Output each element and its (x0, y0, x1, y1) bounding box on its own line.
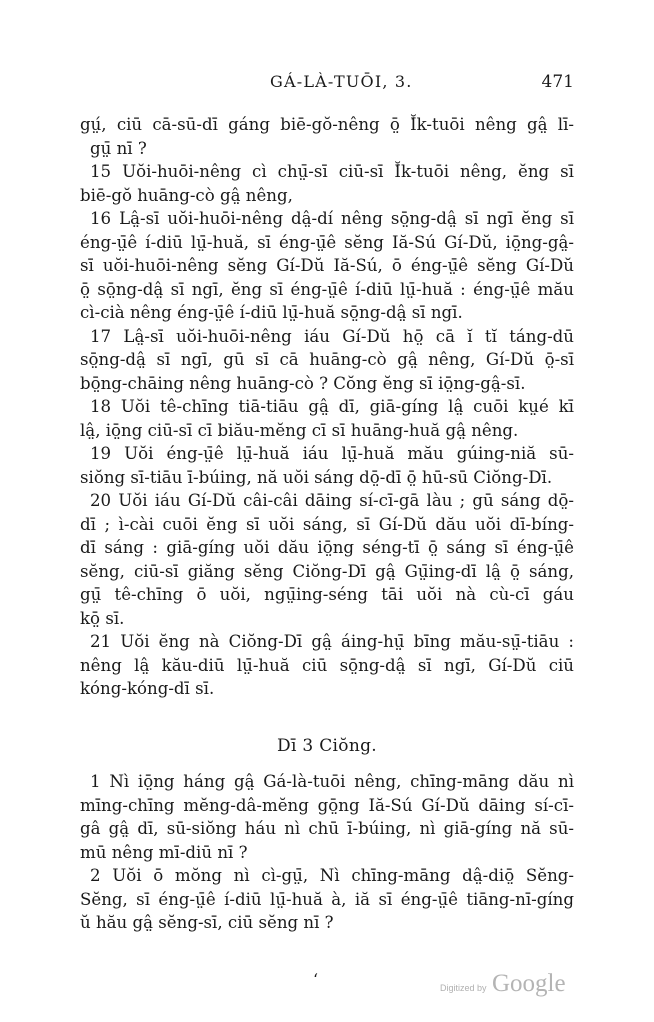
verse-1-start: 1 Nì iō̤ng háng gâ̤ Gá-là-tuōi nêng, chīng-māng dău nì (90, 772, 574, 791)
text-line: dī sáng : giā-gíng uŏi dău iō̤ng séng-tī ō̤ sáng sī éng-ṳ̄ê (80, 538, 574, 557)
text-line: mīng-chīng mĕng-dâ-mĕng gō̤ng Iă-Sú Gí-Dŭ dāing sí-cī- (80, 795, 574, 815)
text-line: gṳ́, ciū cā-sū-dī gáng biē-gŏ-nêng ō̤ Ĭ́k-tuōi nêng gâ̤ lī- (80, 115, 574, 134)
text-line: éng-ṳ̄ê í-diū lṳ̄-huă, sī éng-ṳ̄ê sĕng Iă-Sú Gí-Dŭ, iō̤ng-gâ̤- (80, 232, 574, 252)
stray-ink-mark: ʻ (313, 970, 319, 989)
text-line: sĕng, ciū-sī giăng sĕng Ciŏng-Dī gâ̤ Gṳ̄ing-dī lâ̤ ō̤ sáng, (80, 561, 574, 581)
text-block-verses-15-21 (80, 113, 574, 701)
running-header (80, 72, 574, 96)
text-line: bō̤ng-chāing nêng huāng-cò ? Cŏng ĕng sī iō̤ng-gâ̤-sī. (80, 373, 526, 393)
text-line: ō̤ sō̤ng-dâ̤ sī ngī, ĕng sī éng-ṳ̄ê í-diū lṳ̄-huă : éng-ṳ̄ê mău (80, 279, 574, 299)
chapter-heading: Dī 3 Ciŏng. (277, 736, 377, 756)
text-line: gâ gâ̤ dī, sū-siŏng háu nì chū ī-búing, nì giā-gíng nă sū- (80, 819, 574, 838)
text-line: siŏng sī-tiāu ī-búing, nă uŏi sáng dō̤-dī ō̤ hū-sū Ciŏng-Dī. (80, 467, 553, 487)
text-line: gṳ̄ tê-chīng ō uŏi, ngṳ̄ing-séng tāi uŏi nà cù-cī gáu (80, 585, 574, 604)
text-line: sī uŏi-huōi-nêng sĕng Gí-Dŭ Iă-Sú, ō éng-ṳ̄ê sĕng Gí-Dŭ (80, 256, 574, 275)
text-line: biē-gŏ huāng-cò gâ̤ nêng, (80, 185, 293, 205)
text-line: mū nêng mī-diū nī ? (80, 842, 248, 862)
verse-20-start: 20 Uŏi iáu Gí-Dŭ câi-câi dāing sí-cī-gā làu ; gū sáng dō̤- (90, 491, 574, 510)
verse-19-start: 19 Uŏi éng-ṳ̄ê lṳ̄-huă iáu lṳ̄-huă mău gúing-niă sū- (90, 444, 574, 463)
text-line: sō̤ng-dâ̤ sī ngī, gū sī cā huāng-cò gâ̤ nêng, Gí-Dŭ ō̤-sī (80, 350, 574, 369)
text-line: gṳ̄ nī ? (90, 138, 147, 158)
text-line: lâ̤, iō̤ng ciū-sī cī biău-mĕng cī sī huāng-huă gâ̤ nêng. (80, 420, 519, 440)
text-line: kō̤ sī. (80, 608, 125, 628)
text-line: cì-cià nêng éng-ṳ̄ê í-diū lṳ̄-huă sō̤ng-dâ̤ sī ngī. (80, 303, 463, 322)
google-watermark: Google (492, 970, 566, 997)
text-line: nêng lâ̤ kău-diū lṳ̄-huă ciū sō̤ng-dâ̤ sī ngī, Gí-Dŭ ciū (80, 655, 574, 675)
verse-15-start: 15 Uŏi-huōi-nêng cì chṳ̄-sī ciū-sī Ĭ́k-tuōi nêng, ĕng sī (90, 162, 574, 181)
verse-18-start: 18 Uŏi tê-chīng tiā-tiāu gâ̤ dī, giā-gíng lâ̤ cuōi kṳé kī (90, 397, 574, 416)
verse-17-start: 17 Lâ̤-sī uŏi-huōi-nêng iáu Gí-Dŭ hō̤ cā ĭ tĭ táng-dū (90, 326, 574, 346)
verse-21-start: 21 Uŏi ĕng nà Ciŏng-Dī gâ̤ áing-hṳ̄ bīng mău-sṳ̄-tiāu : (90, 632, 574, 651)
text-line: Sĕng, sī éng-ṳ̄ê í-diū lṳ̄-huă à, iă sī éng-ṳ̄ê tiāng-nī-gíng (80, 889, 574, 909)
verse-2-start: 2 Uŏi ō mŏng nì cì-gṳ̄, Nì chīng-māng dâ̤-diō̤ Sĕng- (90, 866, 574, 885)
text-line: dī ; ì-cài cuōi ĕng sī uŏi sáng, sī Gí-Dŭ dău uŏi dī-bíng- (80, 514, 574, 534)
verse-16-start: 16 Lâ̤-sī uŏi-huōi-nêng dâ̤-dí nêng sō̤ng-dâ̤ sī ngī ĕng sī (90, 209, 574, 228)
text-block-chapter-3 (80, 770, 574, 935)
running-title: GÁ-LÀ-TUŌI, 3. (270, 72, 413, 91)
digitized-by-label: Digitized by (440, 983, 487, 993)
page-number: 471 (541, 72, 574, 92)
text-line: ŭ hău gâ̤ sĕng-sī, ciū sĕng nī ? (80, 913, 334, 932)
text-line: kóng-kóng-dī sī. (80, 679, 215, 698)
